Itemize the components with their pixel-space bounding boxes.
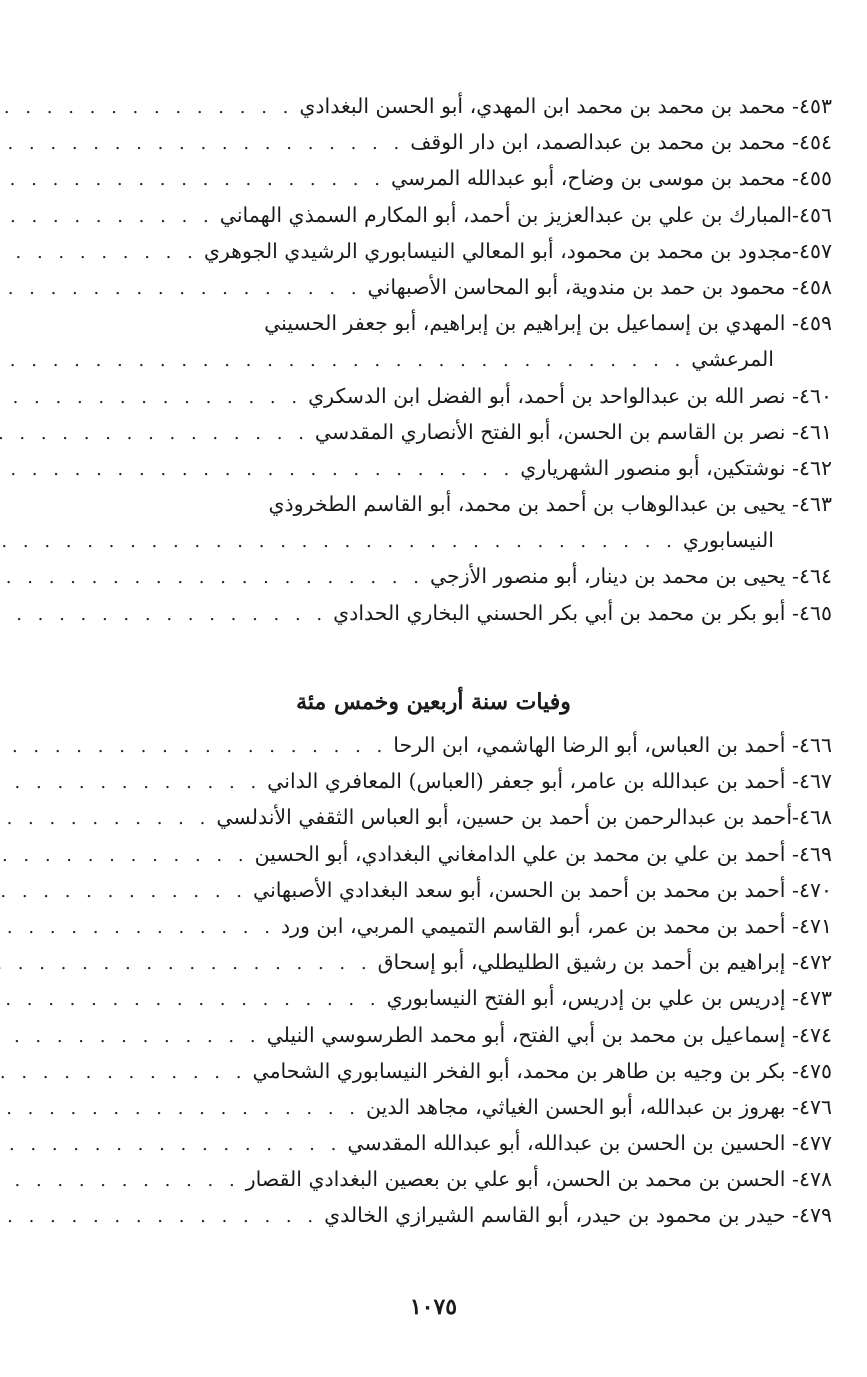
index-entry	[88, 124, 832, 160]
entry-text: ٤٥٥- محمد بن موسى بن وضاح، أبو عبدالله المرسي	[390, 166, 832, 191]
entry-text: ٤٥٣- محمد بن محمد بن محمد ابن المهدي، أبو الحسن البغدادي	[299, 94, 832, 118]
entry-text: ٤٦١- نصر بن القاسم بن الحسن، أبو الفتح الأنصاري المقدسي	[314, 419, 832, 444]
entry-text: ٤٦٦- أحمد بن العباس، أبو الرضا الهاشمي، ابن الرحا	[393, 733, 832, 757]
entry-text: ٤٥٩- المهدي بن إسماعيل بن إبراهيم بن إبراهيم، أبو جعفر الحسيني	[264, 311, 832, 336]
dot-leader	[0, 1127, 347, 1163]
section-heading: وفيات سنة أربعين وخمس مئة	[296, 689, 571, 715]
dot-leader	[0, 982, 387, 1018]
index-entry	[88, 1161, 832, 1197]
dot-leader	[0, 597, 333, 633]
index-entry	[88, 595, 832, 631]
entry-text: ٤٧٧- الحسين بن الحسن بن عبدالله، أبو عبدالله المقدسي	[347, 1131, 832, 1156]
index-entry-continuation	[88, 522, 832, 558]
index-entry	[88, 450, 832, 486]
entry-text: ٤٦٢- نوشتكين، أبو منصور الشهرياري	[520, 455, 832, 480]
dot-leader	[0, 946, 378, 982]
index-entry	[88, 1053, 832, 1089]
index-entry	[88, 1125, 832, 1161]
dot-leader	[0, 1055, 252, 1091]
index-entry	[88, 233, 832, 269]
index-entry	[88, 160, 832, 196]
index-entry-continuation	[88, 341, 832, 377]
dot-leader	[0, 452, 520, 488]
dot-leader	[0, 380, 308, 416]
index-entry	[88, 727, 832, 763]
entry-text: ٤٥٧-مجدود بن محمد بن محمود، أبو المعالي النيسابوري الرشيدي الجوهري	[203, 238, 832, 263]
dot-leader	[0, 910, 281, 946]
entry-text: ٤٧٦- بهروز بن عبدالله، أبو الحسن الغياثي، مجاهد الدين	[366, 1094, 832, 1119]
dot-leader	[0, 235, 204, 271]
index-entry	[88, 414, 832, 450]
dot-leader	[0, 1091, 366, 1127]
dot-leader	[0, 801, 216, 837]
entry-text: ٤٧٣- إدريس بن علي بن إدريس، أبو الفتح النيسابوري	[386, 986, 832, 1011]
page-number: ١٠٧٥	[409, 1294, 458, 1320]
entry-text: ٤٥٦-المبارك بن علي بن عبدالعزيز بن أحمد، أبو المكارم السمذي الهماني	[219, 202, 832, 227]
entry-text: النيسابوري	[682, 528, 774, 553]
entry-text: المرعشي	[691, 347, 774, 372]
dot-leader	[0, 199, 220, 235]
index-entry	[88, 378, 832, 414]
index-entry	[88, 305, 832, 341]
index-block-1	[88, 88, 832, 631]
dot-leader	[0, 560, 430, 596]
index-entry	[88, 486, 832, 522]
dot-leader	[0, 126, 410, 162]
entry-text: ٤٦٩- أحمد بن علي بن محمد بن علي الدامغاني البغدادي، أبو الحسين	[254, 841, 832, 866]
index-entry	[88, 1089, 832, 1125]
entry-text: ٤٥٨- محمود بن حمد بن مندوية، أبو المحاسن الأصبهاني	[367, 274, 832, 299]
index-entry	[88, 1017, 832, 1053]
entry-text: ٤٦٨-أحمد بن عبدالرحمن بن أحمد بن حسين، أبو العباس الثقفي الأندلسي	[216, 805, 832, 830]
entry-text: ٤٥٤- محمد بن محمد بن عبدالصمد، ابن دار الوقف	[410, 130, 832, 155]
dot-leader	[0, 162, 391, 198]
dot-leader	[0, 1199, 324, 1235]
dot-leader	[0, 765, 267, 801]
index-entry	[88, 872, 832, 908]
entry-text: ٤٧٢- إبراهيم بن أحمد بن رشيق الطليطلي، أبو إسحاق	[377, 950, 832, 975]
dot-leader	[0, 524, 683, 560]
index-entry	[88, 1197, 832, 1233]
index-entry	[88, 944, 832, 980]
entry-text: ٤٦٠- نصر الله بن عبدالواحد بن أحمد، أبو الفضل ابن الدسكري	[308, 383, 832, 408]
entry-text: ٤٦٤- يحيى بن محمد بن دينار، أبو منصور الأزجي	[429, 564, 832, 589]
dot-leader	[0, 271, 368, 307]
dot-leader	[0, 1163, 246, 1199]
entry-text: ٤٧٠- أحمد بن محمد بن أحمد بن الحسن، أبو سعد البغدادي الأصبهاني	[253, 877, 832, 902]
entry-text: ٤٦٥- أبو بكر بن محمد بن أبي بكر الحسني البخاري الحدادي	[333, 600, 832, 625]
entry-text: ٤٧١- أحمد بن محمد بن عمر، أبو القاسم التميمي المربي، ابن ورد	[280, 913, 832, 938]
index-entry	[88, 836, 832, 872]
entry-text: ٤٧٤- إسماعيل بن محمد بن أبي الفتح، أبو محمد الطرسوسي النيلي	[266, 1022, 832, 1047]
index-entry	[88, 908, 832, 944]
dot-leader	[0, 1019, 267, 1055]
dot-leader	[0, 90, 299, 126]
entry-text: ٤٦٣- يحيى بن عبدالوهاب بن أحمد بن محمد، أبو القاسم الطخروذي	[268, 492, 832, 517]
dot-leader	[0, 416, 315, 452]
index-entry	[88, 763, 832, 799]
dot-leader	[0, 874, 253, 910]
index-entry	[88, 269, 832, 305]
entry-text: ٤٧٨- الحسن بن محمد بن الحسن، أبو علي بن بعصين البغدادي القصار	[245, 1167, 832, 1192]
entry-text: ٤٦٧- أحمد بن عبدالله بن عامر، أبو جعفر (العباس) المعافري الداني	[267, 769, 832, 794]
entry-text: ٤٧٩- حيدر بن محمود بن حيدر، أبو القاسم الشيرازي الخالدي	[324, 1203, 832, 1228]
index-entry	[88, 88, 832, 124]
dot-leader	[0, 838, 255, 874]
index-entry	[88, 558, 832, 594]
dot-leader	[0, 343, 691, 379]
index-entry	[88, 197, 832, 233]
index-entry	[88, 980, 832, 1016]
entry-text: ٤٧٥- بكر بن وجيه بن طاهر بن محمد، أبو الفخر النيسابوري الشحامي	[252, 1058, 832, 1083]
index-entry	[88, 799, 832, 835]
dot-leader	[0, 729, 393, 765]
index-block-2	[88, 727, 832, 1234]
